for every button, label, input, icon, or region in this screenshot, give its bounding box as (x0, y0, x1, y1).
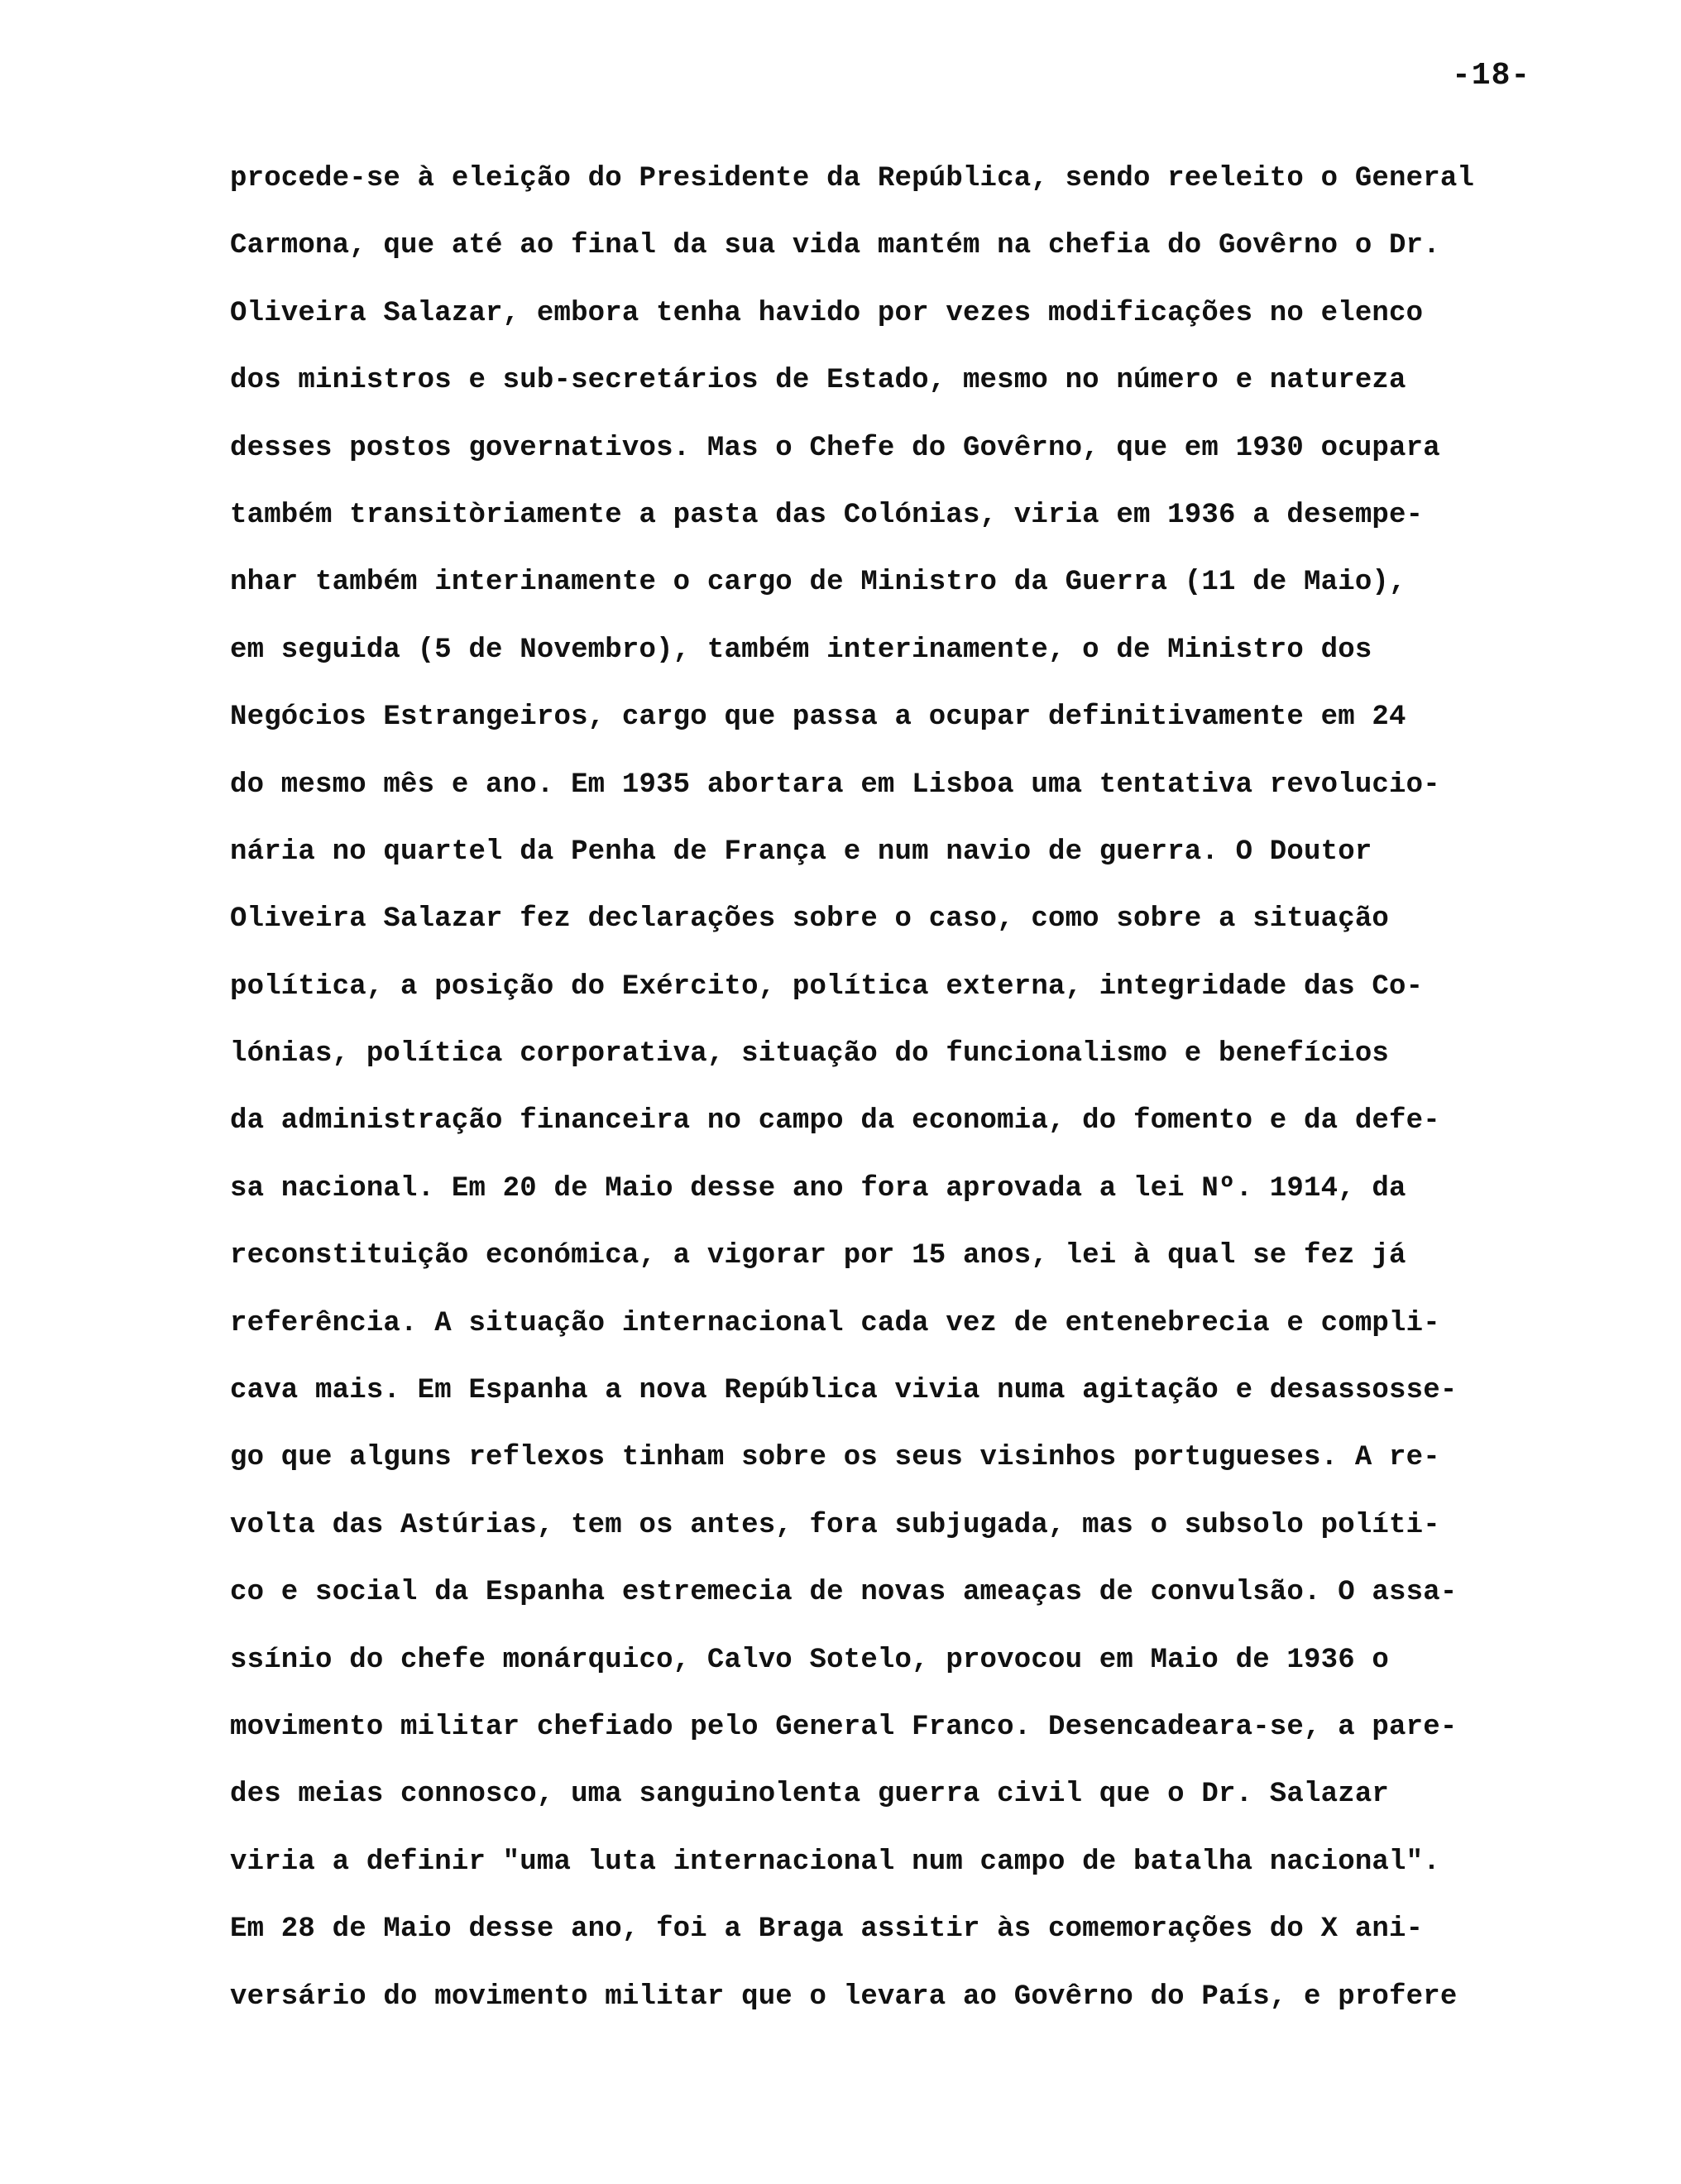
text-line: reconstituição económica, a vigorar por 15 anos, lei à qual se fez já (230, 1240, 1406, 1272)
text-line: Oliveira Salazar, embora tenha havido por vezes modificações no elenco (230, 297, 1424, 329)
text-line: da administração financeira no campo da economia, do fomento e da defe- (230, 1105, 1440, 1138)
text-line: des meias connosco, uma sanguinolenta guerra civil que o Dr. Salazar (230, 1779, 1390, 1811)
text-line: lónias, política corporativa, situação do funcionalismo e benefícios (230, 1038, 1390, 1070)
text-line: sa nacional. Em 20 de Maio desse ano fora aprovada a lei Nº. 1914, da (230, 1172, 1406, 1205)
text-line: referência. A situação internacional cada vez de entenebrecia e compli- (230, 1307, 1440, 1339)
text-line: dos ministros e sub-secretários de Estado, mesmo no número e natureza (230, 365, 1406, 397)
text-line: do mesmo mês e ano. Em 1935 abortara em Lisboa uma tentativa revolucio- (230, 769, 1440, 801)
text-line: Em 28 de Maio desse ano, foi a Braga assitir às comemorações do X ani- (230, 1913, 1424, 1946)
text-line: procede-se à eleição do Presidente da República, sendo reeleito o General (230, 163, 1475, 194)
text-line: go que alguns reflexos tinham sobre os seus visinhos portugueses. A re- (230, 1442, 1440, 1474)
text-line: política, a posição do Exército, política externa, integridade das Co- (230, 970, 1424, 1003)
text-line: em seguida (5 de Novembro), também interinamente, o de Ministro dos (230, 634, 1372, 666)
text-line: versário do movimento militar que o levara ao Govêrno do País, e profere (230, 1980, 1458, 2013)
text-line: Negócios Estrangeiros, cargo que passa a ocupar definitivamente em 24 (230, 702, 1406, 734)
text-line: desses postos governativos. Mas o Chefe do Govêrno, que em 1930 ocupara (230, 432, 1440, 464)
text-line: Carmona, que até ao final da sua vida mantém na chefia do Govêrno o Dr. (230, 230, 1440, 262)
text-line: cava mais. Em Espanha a nova República vivia numa agitação e desassosse- (230, 1375, 1458, 1407)
text-line: nhar também interinamente o cargo de Ministro da Guerra (11 de Maio), (230, 567, 1406, 599)
text-line: viria a definir "uma luta internacional num campo de batalha nacional". (230, 1846, 1440, 1878)
text-line: também transitòriamente a pasta das Colónias, viria em 1936 a desempe- (230, 499, 1424, 531)
text-line: volta das Astúrias, tem os antes, fora subjugada, mas o subsolo políti- (230, 1509, 1440, 1541)
text-line: Oliveira Salazar fez declarações sobre o caso, como sobre a situação (230, 903, 1390, 936)
body-text (230, 146, 1653, 2031)
text-line: ssínio do chefe monárquico, Calvo Sotelo, provocou em Maio de 1936 o (230, 1644, 1390, 1676)
text-line: co e social da Espanha estremecia de novas ameaças de convulsão. O assa- (230, 1577, 1458, 1609)
page-number: -18- (1452, 58, 1531, 93)
text-line: movimento militar chefiado pelo General Franco. Desencadeara-se, a pare- (230, 1711, 1458, 1743)
text-line: nária no quartel da Penha de França e num navio de guerra. O Doutor (230, 836, 1372, 868)
